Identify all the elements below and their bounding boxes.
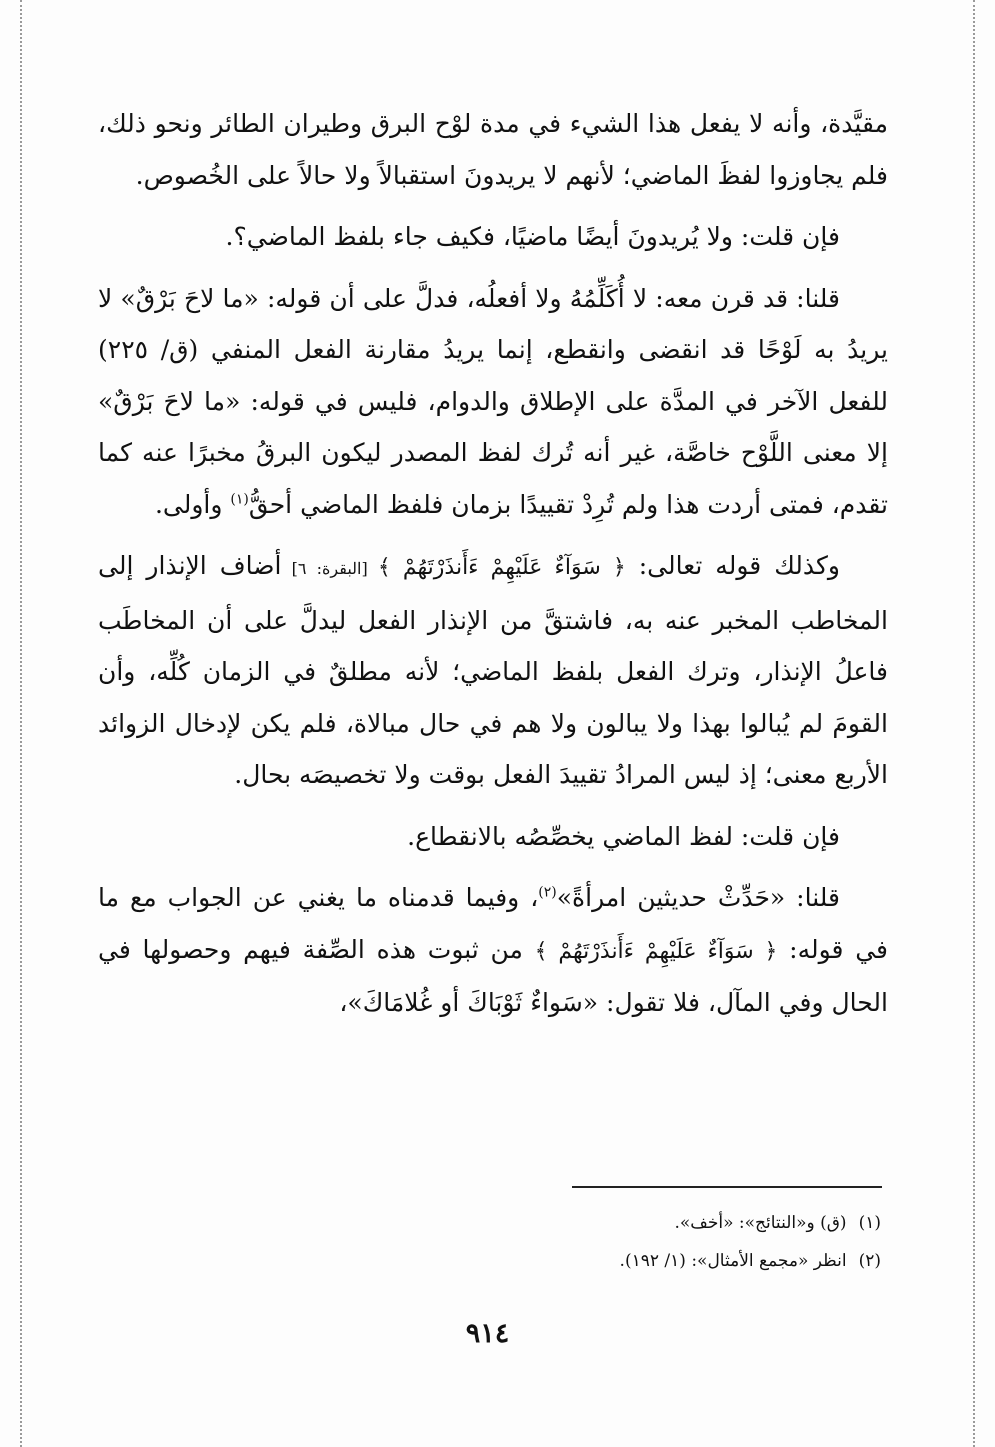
footnotes bbox=[98, 1204, 881, 1280]
footnote-2-text: انظر «مجمع الأمثال»: (١/ ١٩٢). bbox=[619, 1251, 847, 1271]
paragraph-1 bbox=[98, 98, 888, 201]
paragraph-2 bbox=[98, 211, 888, 263]
paragraph-6-lead: قلنا: «حَدِّثْ حديثين امرأةً» bbox=[556, 883, 840, 912]
paragraph-6 bbox=[98, 872, 888, 1029]
footnote-separator bbox=[572, 1186, 882, 1188]
paragraph-2-text: فإن قلت: ولا يُريدونَ أيضًا ماضيًا، فكيف جاء بلفظ الماضي؟. bbox=[225, 222, 840, 251]
footnote-marker-2: (٢) bbox=[538, 884, 557, 901]
paragraph-3-tail: وأولى. bbox=[154, 489, 231, 519]
paragraph-4-lead: وكذلك قوله تعالى: bbox=[625, 551, 840, 580]
paragraph-6-mid: ، وفيما قدمناه ما يغني عن الجواب مع ما في قوله: bbox=[98, 883, 889, 964]
paragraph-4 bbox=[98, 540, 888, 801]
paragraph-3 bbox=[98, 273, 888, 531]
page-number: ٩١٤ bbox=[465, 1318, 510, 1349]
paragraph-4-text: أضاف الإنذار إلى المخاطب المخبر عنه به، فاشتقَّ من الإنذار الفعل ليدلَّ على أن المخاطَب فاعلُ الإنذار، وترك الفعل بلفظ الماضي؛ لأنه مطلقٌ في الزمان كُلِّه، وأن القومَ لم يُبالوا بهذا ولا يبالون ولا هم في حال مبالاة، فلم يكن لإدخال الزوائد الأربع معنى؛ إذ ليس المرادُ تقييدَ الفعل بوقت ولا تخصيصَه بحال. bbox=[98, 551, 888, 789]
left-dotted-margin-line bbox=[20, 0, 22, 1447]
quran-verse: ﴿ سَوَآءٌ عَلَيْهِمْ ءَأَنذَرْتَهُمْ ﴾ bbox=[377, 555, 626, 580]
paragraph-1-text: مقيَّدة، وأنه لا يفعل هذا الشيء في مدة لوْح البرق وطيران الطائر ونحو ذلك، فلم يجاوزوا لفظَ الماضي؛ لأنهم لا يريدونَ استقبالاً ولا حالاً على الخُصوص. bbox=[98, 109, 888, 190]
footnote-2-number: (٢) bbox=[858, 1251, 881, 1271]
footnote-1-text: (ق) و«النتائج»: «أخف». bbox=[674, 1213, 847, 1233]
paragraph-5 bbox=[98, 811, 888, 863]
footnote-2 bbox=[98, 1242, 881, 1280]
right-dotted-margin-line bbox=[973, 0, 975, 1447]
paragraph-3-text: قلنا: قد قرن معه: لا أُكَلِّمُهُ ولا أفعلُه، فدلَّ على أن قوله: «ما لاحَ بَرْقٌ» لا يريدُ به لَوْحًا قد انقضى وانقطع، إنما يريدُ مقارنة الفعل المنفي (ق/ ٢٢٥) للفعل الآخر في المدَّة على الإطلاق والدوام، فليس في قوله: «ما لاحَ بَرْقٌ» إلا معنى اللَّوْح خاصَّة، غير أنه تُرك لفظ المصدر ليكون البرقُ مخبرًا عنه كما تقدم، فمتى أردت هذا ولم تُرِدْ تقييدًا بزمان فلفظ الماضي أحقُّ bbox=[98, 283, 888, 519]
footnote-1-number: (١) bbox=[858, 1213, 881, 1233]
paragraph-5-text: فإن قلت: لفظ الماضي يخصِّصُه بالانقطاع. bbox=[407, 821, 840, 851]
main-text bbox=[98, 98, 888, 1029]
footnote-1 bbox=[98, 1204, 881, 1242]
paragraph-6-text: من ثبوت هذه الصِّفة فيهم وحصولها في الحال وفي المآل، فلا تقول: «سَواءٌ ثَوْبَاكَ أو غُلامَاكَ»، bbox=[98, 934, 888, 1017]
footnote-marker-1: (١) bbox=[230, 491, 249, 508]
verse-reference: [البقرة: ٦] bbox=[281, 559, 378, 578]
quran-verse-repeat: ﴿ سَوَآءٌ عَلَيْهِمْ ءَأَنذَرْتَهُمْ ﴾ bbox=[534, 938, 778, 964]
